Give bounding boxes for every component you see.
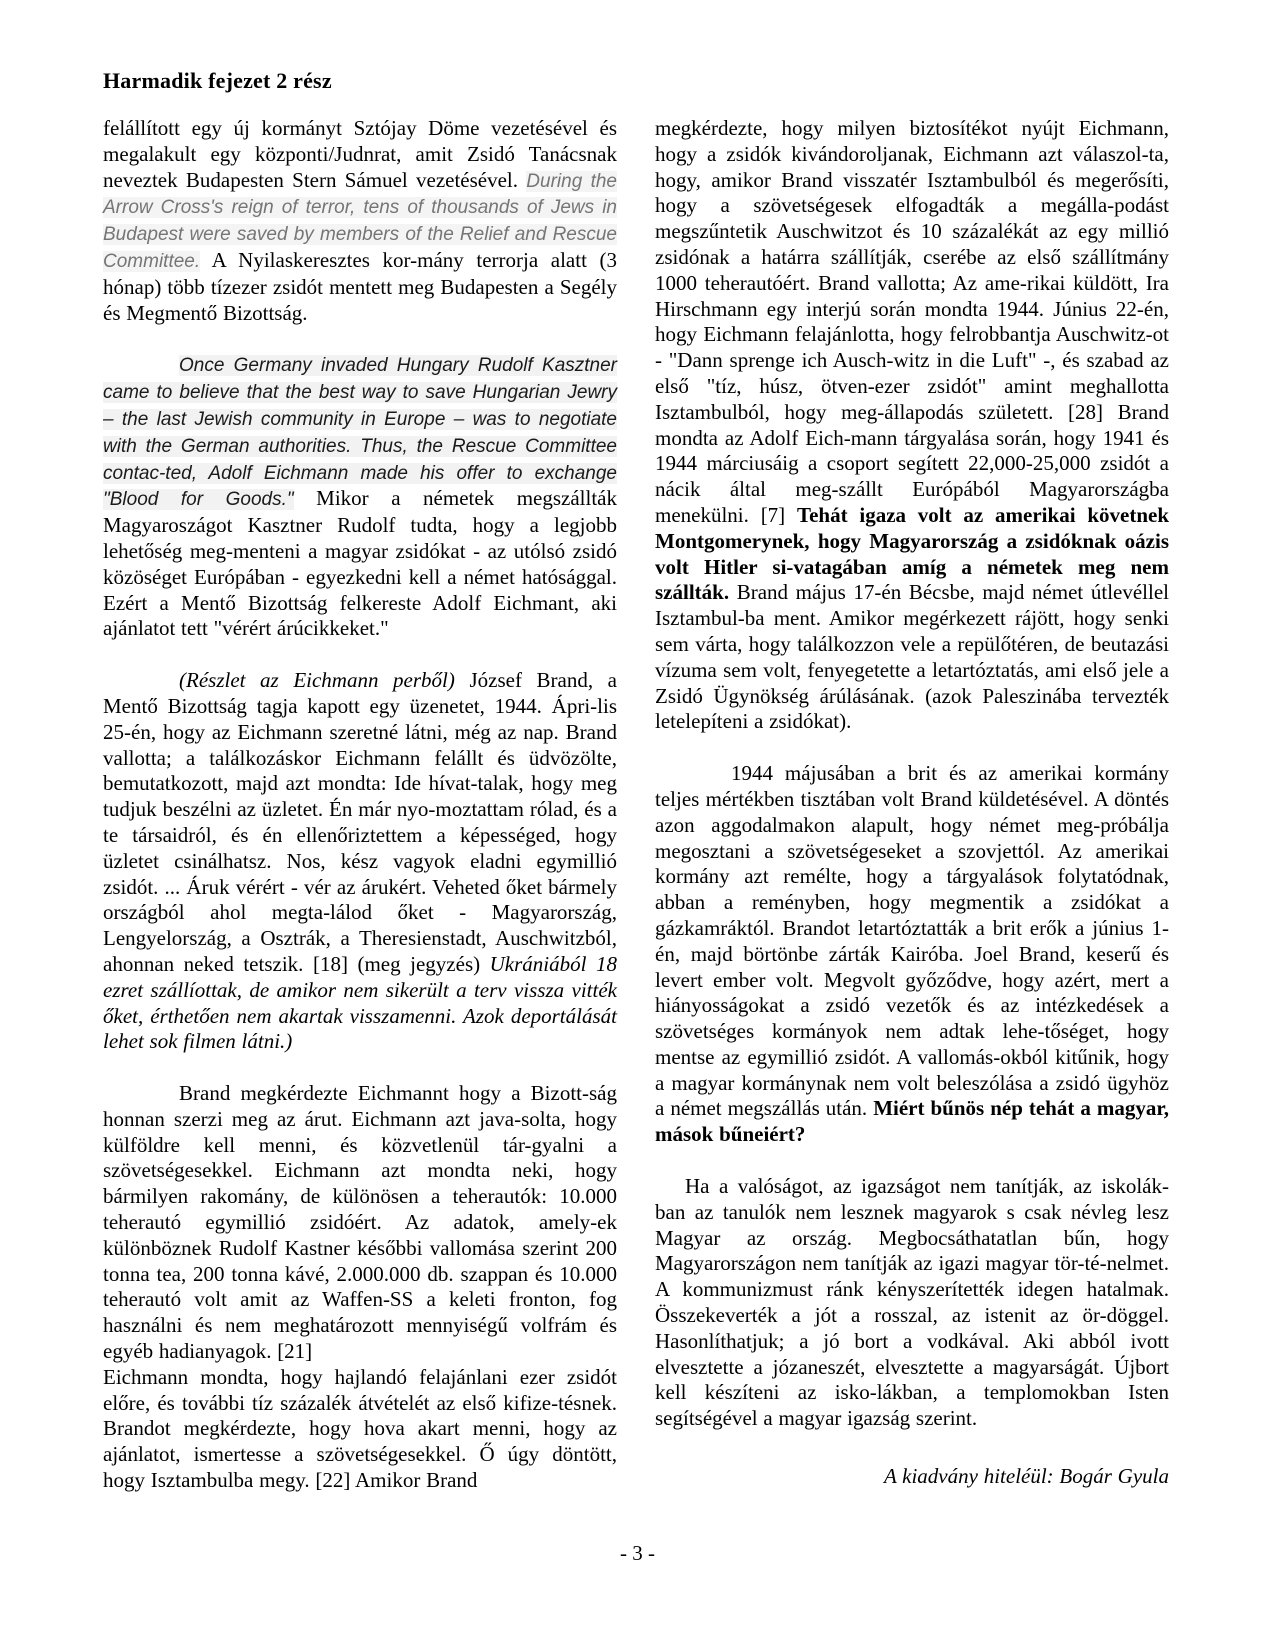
text-run: Eichmann mondta, hogy hajlandó felajánlani ezer zsidót előre, és további tíz százalék átvételét az első kifize-tésnek. Brandot megkérdezte, hogy hova akart menni, hogy az ajánlatot, ismertesse a szövetségesekkel. Ő úgy döntött, hogy Isztambulba megy. [22] Amikor Brand <box>103 1364 617 1493</box>
left-column <box>103 116 617 1520</box>
english-highlight-run: During the Arrow Cross's reign of terror, tens of thousands of Jews in Budapest were saved by members of the Relief and Rescue Committee. <box>103 170 617 272</box>
italic-run: (Részlet az Eichmann perből) <box>179 668 455 693</box>
paragraph <box>655 1174 1169 1432</box>
right-column <box>655 116 1169 1520</box>
text-run: József Brand, a Mentő Bizottság tagja kapott egy üzenetet, 1944. Ápri-lis 25-én, hogy az Eichmann szeretné látni, még az nap. Brand vallotta; a találkozáskor Eichmann felállt és üdvözölte, bemutatkozott, majd azt mondta: Ide hívat-talak, hogy meg tudjuk beszélni az üzletet. Én már nyo-moztattam rólad, és a te társaidról, és én ellenőriztettem a képességed, hogy üzletet csinálhatsz. Nos, kész vagyok eladni egymillió zsidót. ... Áruk vérért - vér az árukért. Veheted őket bármely országból ahol megta-lálod őket - Magyarország, Lengyelország, a Osztrák, a Theresienstadt, Auschwitzból, ahonnan neked tetszik. [18] (meg jegyzés) <box>103 668 617 976</box>
paragraph <box>103 1081 617 1494</box>
text-run: 1944 májusában a brit és az amerikai kormány teljes mértékben tisztában volt Brand küldetésével. A döntés azon aggodalmakon alapult, hogy német meg-próbálja megosztani a szövetségeseket a szovjettól. Az amerikai kormány azt remélte, hogy a tárgyalások folytatódnak, abban a reményben, hogy megmentik a zsidókat a gázkamráktól. Brandot letartóztatták a brit erők a június 1-én, majd börtönbe zárták Kairóba. Joel Brand, keserű és levert ember volt. Megvolt győződve, hogy azért, mert a hiányosságokat a zsidó vezetők és az intézkedések a szövetséges kormányok nem adtak lehe-tőséget, hogy mentse az egymillió zsidót. A vallomás-okból kitűnik, hogy a magyar kormánynak nem volt beleszólása a zsidó ügyhöz a német megszállás után. <box>655 761 1169 1121</box>
two-column-layout <box>103 116 1169 1520</box>
paragraph <box>103 116 617 326</box>
paragraph <box>655 761 1169 1148</box>
text-run: A kiadvány hiteléül: Bogár Gyula <box>883 1464 1169 1489</box>
text-run: A Nyilaskeresztes kor-mány terrorja alatt (3 hónap) több tízezer zsidót mentett meg Budapesten a Segély és Megmentő Bizottság. <box>103 247 617 325</box>
italic-run: Ukrániából 18 ezret szállíottak, de amikor nem sikerült a terv vissza vitték őket, érthetően nem akartak visszamenni. Azok deportálását lehet sok filmen látni.) <box>103 951 617 1054</box>
text-run: felállított egy új kormányt Sztójay Döme vezetésével és megalakult egy központi/Judnrat, amit Zsidó Tanácsnak neveztek Budapesten Stern Sámuel vezetésével. <box>103 116 617 192</box>
chapter-heading: Harmadik fejezet 2 rész <box>103 68 332 93</box>
english-highlight-run: Once Germany invaded Hungary Rudolf Kasztner came to believe that the best way to save Hungarian Jewry – the last Jewish community in Europe – was to negotiate with the German authorities. Thus, the Rescue Committee contac-ted, Adolf Eichmann made his offer to exchange "Blood for Goods." <box>103 355 617 511</box>
paragraph <box>103 668 617 1055</box>
bold-run: Miért bűnös nép tehát a magyar, mások bűneiért? <box>655 1096 1169 1147</box>
signature-line <box>655 1464 1169 1490</box>
bold-run: Tehát igaza volt az amerikai követnek Montgomerynek, hogy Magyarország a zsidóknak oázis volt Hitler si-vatagában amíg a németek meg nem szállták. <box>655 502 1169 605</box>
text-run: Brand megkérdezte Eichmannt hogy a Bizott-ság honnan szerzi meg az árut. Eichmann azt java-solta, hogy külföldre kell menni, és közvetlenül tár-gyalni a szövetségesekkel. Eichmann azt mondta neki, hogy bármilyen rakomány, de különösen a teherautók: 10.000 teherautó egymillió zsidóért. Az adatok, amely-ek különböznek Rudolf Kastner későbbi vallomása szerint 200 tonna tea, 200 tonna kávé, 2.000.000 db. szappan és 10.000 teherautó volt amit az Waffen-SS a keleti fronton, fog használni és nem meghatározott mennyiségű volfrám és egyéb hadianyagok. [21] <box>103 1081 617 1364</box>
text-run: megkérdezte, hogy milyen biztosítékot nyújt Eichmann, hogy a zsidók kivándoroljanak, Eichmann azt válaszol-ta, hogy, amikor Brand visszatér Isztambulból és megerősíti, hogy a szövetségesek elfogadták a megálla-podást megszűntetik Auschwitzot és 10 százalékát az egy millió zsidónak a határra szállítják, cserébe az első szállítmány 1000 teherautóért. Brand vallotta; Az ame-rikai küldött, Ira Hirschmann egy interjú során mondta 1944. Június 22-én, hogy Eichmann felajánlotta, hogy felrobbantja Auschwitz-ot - "Dann sprenge ich Ausch-witz in die Luft" -, és szabad az első "tíz, húsz, ötven-ezer zsidót" amint meghallotta Isztambulból, hogy meg-állapodás született. [28] Brand mondta az Adolf Eich-mann tárgyalása során, hogy 1941 és 1944 márciusáig a csoport segített 22,000-25,000 zsidót a nácik által meg-szállt Európából Magyarországba menekülni. [7] <box>655 116 1169 527</box>
text-run: Ha a valóságot, az igazságot nem tanítják, az iskolák-ban az tanulók nem lesznek magyarok s csak névleg lesz Magyar az ország. Megbocsáthatatlan bűn, hogy Magyarországon nem tanítják az igazi magyar tör-té-nelmet. A kommunizmust ránk kényszerítették idegen hatalmak. Összekeverték a jót a rosszal, az istenit az ör-döggel. Hasonlíthatjuk; a jó bort a vodkával. Aki abból ivott elvesztette a józaneszét, elvesztette a magyarságát. Újbort kell készíteni az isko-lákban, a templomokban Isten segítségével a magyar igazság szerint. <box>655 1174 1169 1431</box>
paragraph <box>103 352 617 642</box>
paragraph <box>655 116 1169 735</box>
page-number: - 3 - <box>620 1541 655 1565</box>
text-run: Brand május 17-én Bécsbe, majd német útlevéllel Isztambul-ba ment. Amikor megérkezett rájött, hogy senki sem várta, hogy találkozzon vele a repülőtéren, de beutazási vízuma sem volt, fenyegetette a letartóztatás, ami első jele a Zsidó Ügynökség árúlásának. (azok Paleszinába tervezték letelepíteni a zsidókat). <box>655 580 1169 734</box>
text-run: Mikor a németek megszállták Magyaroszágot Kasztner Rudolf tudta, hogy a legjobb lehetőség meg-menteni a magyar zsidókat - az utólsó zsidó közöséget Európában - egyezkedni kell a német hatósággal. Ezért a Mentő Bizottság felkereste Adolf Eichmant, aki ajánlatot tett "vérért árúcikkeket." <box>103 486 618 641</box>
